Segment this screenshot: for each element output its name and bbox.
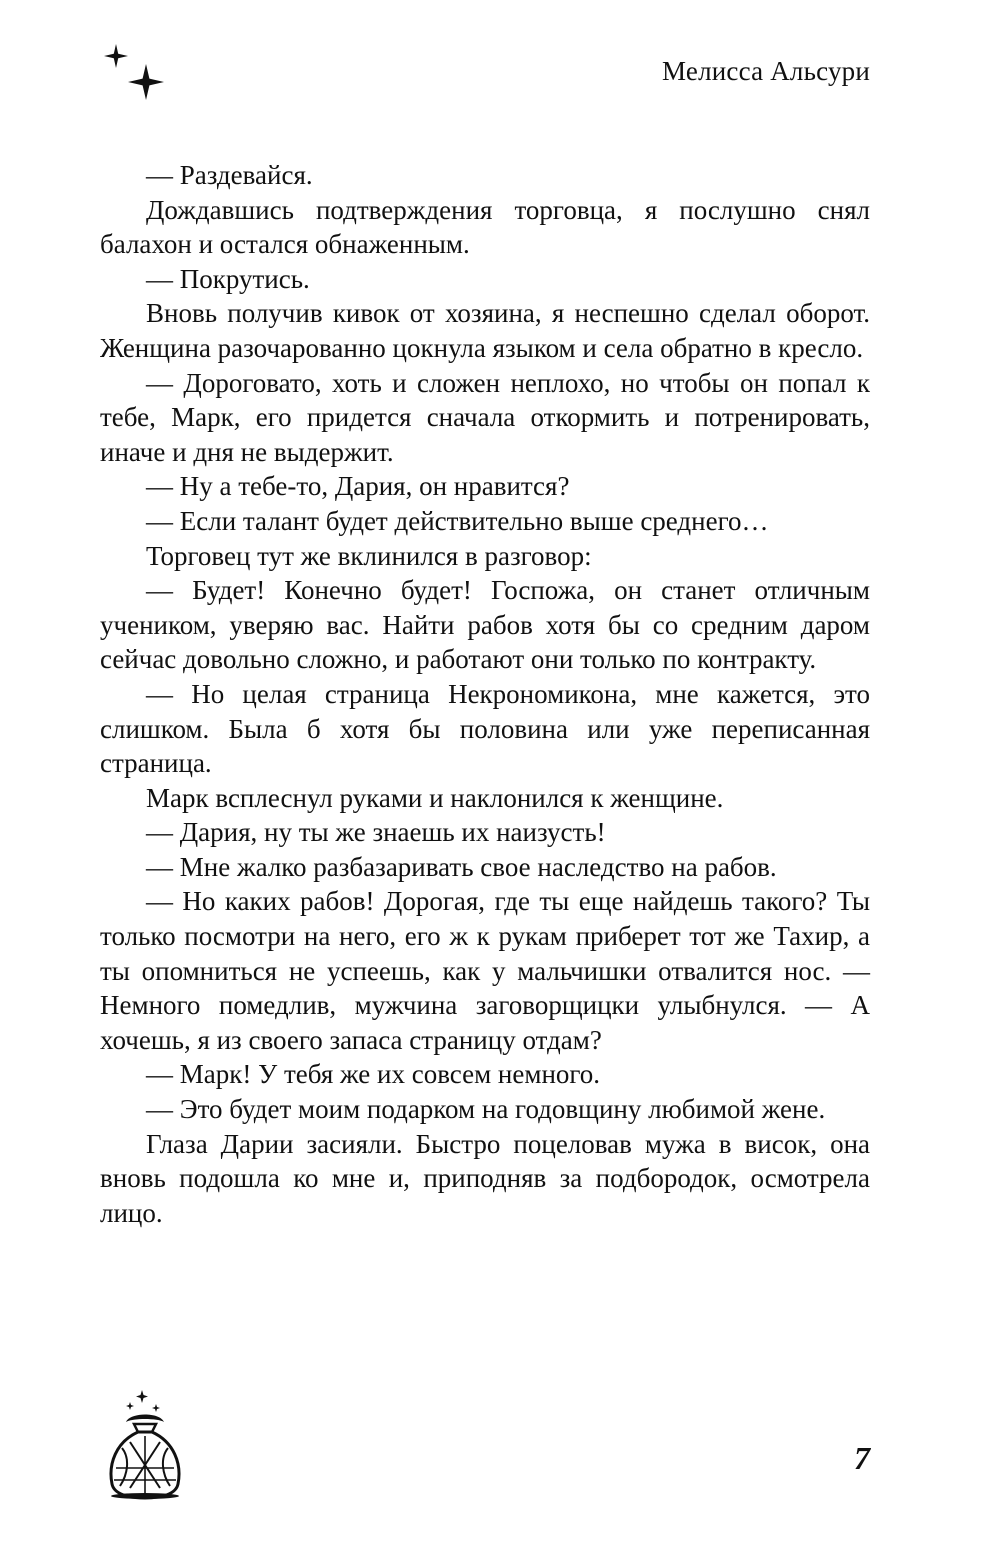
paragraph: — Если талант будет действительно выше среднего… xyxy=(146,505,769,536)
paragraph: — Дария, ну ты же знаешь их наизусть! xyxy=(146,817,606,848)
paragraph: — Раздевайся. xyxy=(146,160,313,190)
money-bag-icon xyxy=(100,1388,190,1500)
stars-icon xyxy=(96,38,176,108)
page-body xyxy=(100,158,870,1230)
paragraph: Торговец тут же вклинился в разговор: xyxy=(146,540,592,571)
paragraph: — Будет! Конечно будет! Госпожа, он станет отличным учеником, уверяю вас. Найти рабов хотя бы со средним даром сейчас довольно сложно, и работают они только по контракту. xyxy=(100,575,870,675)
paragraph: Вновь получив кивок от хозяина, я неспешно сделал оборот. Женщина разочарованно цокнула языком и села обратно в кресло. xyxy=(100,298,870,363)
paragraph: Марк всплеснул руками и наклонился к женщине. xyxy=(146,782,724,813)
paragraph: — Мне жалко разбазаривать свое наследство на рабов. xyxy=(146,851,777,882)
paragraph: — Это будет моим подарком на годовщину любимой жене. xyxy=(146,1094,826,1125)
paragraph: Глаза Дарии засияли. Быстро поцеловав мужа в висок, она вновь подошла ко мне и, приподняв за подбородок, осмотрела лицо. xyxy=(100,1128,870,1228)
paragraph: — Но целая страница Некрономикона, мне кажется, это слишком. Была б хотя бы половина или уже переписанная страница. xyxy=(100,678,870,779)
paragraph: Дождавшись подтверждения торговца, я послушно снял балахон и остался обнаженным. xyxy=(100,194,870,260)
paragraph: — Дороговато, хоть и сложен неплохо, но чтобы он попал к тебе, Марк, его придется сначала откормить и потренировать, иначе и дня не выдержит. xyxy=(100,367,870,467)
page-number: 7 xyxy=(854,1440,870,1476)
paragraph: — Покрутись. xyxy=(146,263,310,294)
paragraph: — Но каких рабов! Дорогая, где ты еще найдешь такого? Ты только посмотри на него, его ж к рукам приберет тот же Тахир, а ты опомниться не успеешь, как у мальчишки отвалится нос. — Немного помедлив, мужчина заговорщицки улыбнулся. — А хочешь, я из своего запаса страницу отдам? xyxy=(100,886,870,1055)
paragraph: — Ну а тебе-то, Дария, он нравится? xyxy=(146,471,570,502)
paragraph: — Марк! У тебя же их совсем немного. xyxy=(146,1059,601,1090)
running-head-author: Мелисса Альсури xyxy=(662,56,870,86)
